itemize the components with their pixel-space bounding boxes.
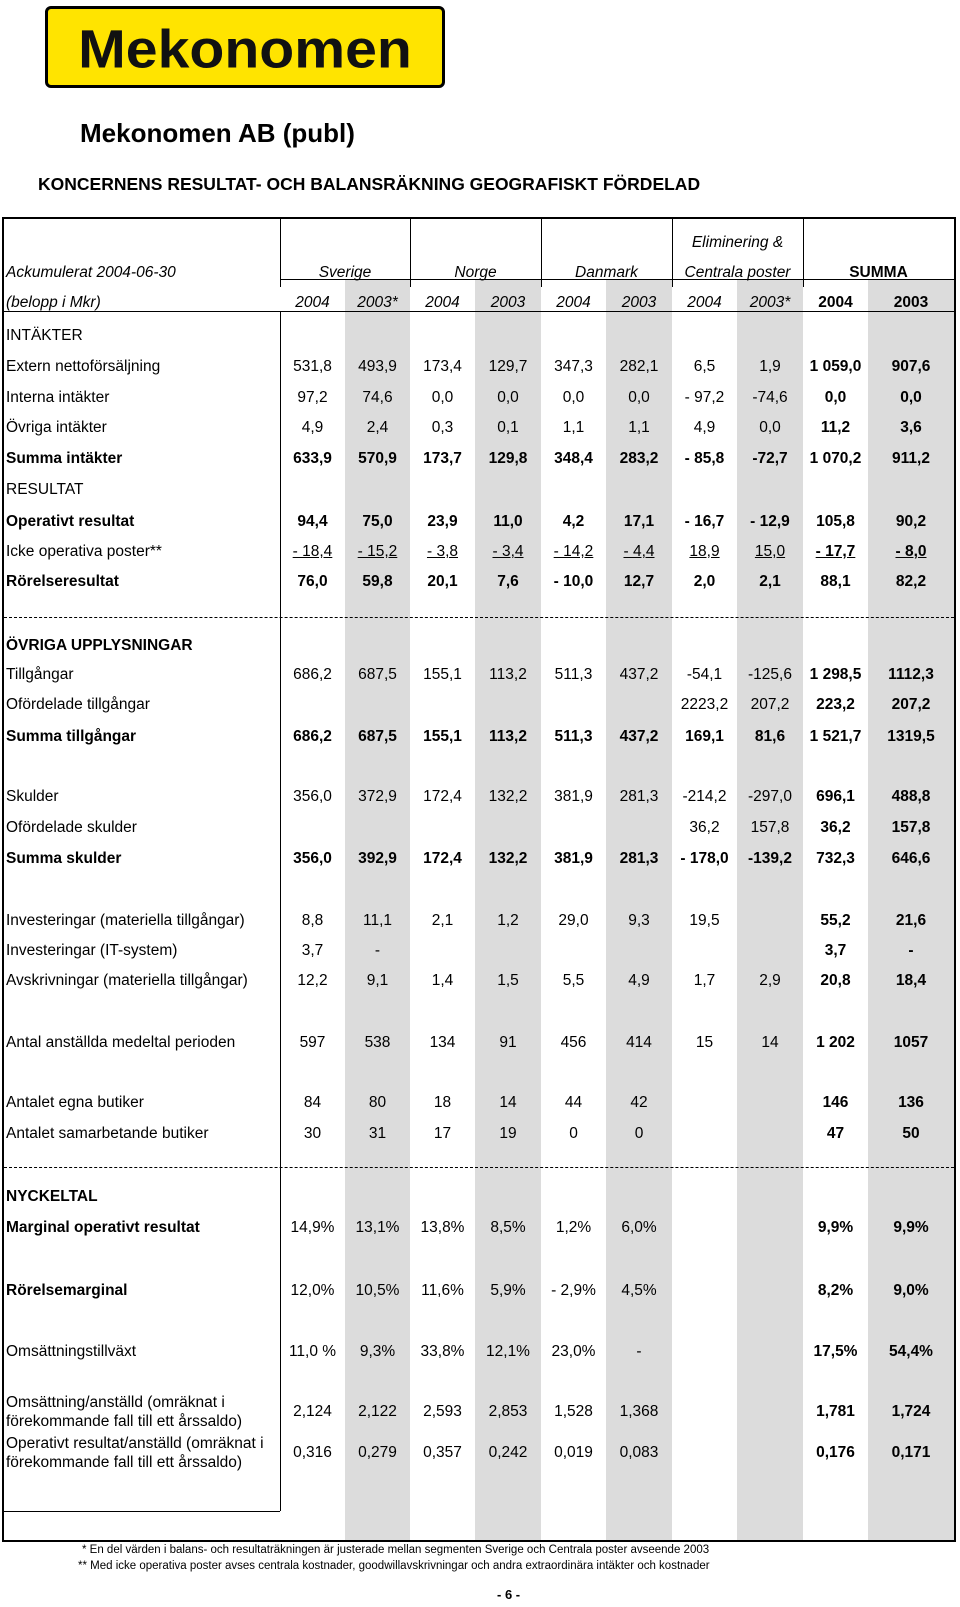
table-cell: 14	[499, 1094, 517, 1111]
table-cell: 20,1	[427, 573, 458, 590]
row-label: Summa tillgångar	[6, 728, 137, 745]
table-cell: 1,528	[554, 1403, 593, 1420]
table-cell: 5,9%	[490, 1282, 526, 1299]
row-label: Övriga intäkter	[6, 419, 107, 436]
table-cell: 11,0	[493, 513, 523, 530]
table-cell: 5,5	[562, 972, 585, 989]
table-cell: 129,8	[488, 450, 528, 467]
row-label: Investeringar (materiella tillgångar)	[6, 912, 245, 929]
table-cell: 282,1	[619, 358, 659, 375]
table-cell: 2,1	[759, 573, 781, 590]
table-cell: 2,1	[431, 912, 454, 929]
mekonomen-logo	[45, 6, 445, 88]
table-cell: 732,3	[816, 850, 855, 867]
table-cell: 686,2	[293, 728, 332, 745]
header-cell: 2003	[893, 294, 929, 311]
table-cell: 0,3	[431, 419, 454, 436]
table-cell: 9,1	[366, 972, 389, 989]
row-label: Operativt resultat	[6, 513, 135, 530]
table-cell: 1,781	[816, 1403, 855, 1420]
table-cell: 1,2	[497, 912, 519, 929]
header-cell: Danmark	[575, 264, 638, 281]
table-cell: 74,6	[362, 389, 393, 406]
table-cell: 172,4	[423, 850, 462, 867]
table-cell: 0,083	[619, 1444, 659, 1461]
footnote-2: ** Med icke operativa poster avses centrala kostnader, goodwillavskrivningar och andra extraordinära intäkter och kostnader	[78, 1560, 710, 1572]
table-cell: 686,2	[293, 666, 332, 683]
table-cell: 12,2	[297, 972, 328, 989]
table-cell: - 15,2	[357, 543, 398, 560]
table-cell: 9,0%	[893, 1282, 929, 1299]
row-label: Marginal operativt resultat	[6, 1219, 200, 1236]
table-cell: 687,5	[358, 666, 397, 683]
table-cell: 437,2	[619, 728, 659, 745]
table-cell: 23,0%	[551, 1343, 596, 1360]
table-cell: 3,6	[900, 419, 922, 436]
table-cell: 2,122	[358, 1403, 397, 1420]
table-cell: 0,0	[900, 389, 922, 406]
table-cell: 18,9	[689, 543, 720, 560]
table-cell: 646,6	[891, 850, 931, 867]
table-cell: 23,9	[427, 513, 458, 530]
table-cell: - 8,0	[895, 543, 927, 560]
table-cell: -214,2	[682, 788, 727, 805]
table-cell: 0,0	[759, 419, 781, 436]
table-cell: 155,1	[423, 666, 462, 683]
table-cell: -	[374, 942, 381, 959]
table-cell: 33,8%	[420, 1343, 465, 1360]
table-cell: 18	[433, 1094, 452, 1111]
table-cell: 1 521,7	[809, 728, 862, 745]
table-cell: 88,1	[820, 573, 851, 590]
table-cell: 381,9	[554, 850, 593, 867]
table-cell: 54,4%	[889, 1343, 933, 1360]
table-cell: 4,9	[301, 419, 324, 436]
row-label: Investeringar (IT-system)	[6, 942, 178, 959]
header-cell: 2004	[425, 294, 460, 311]
header-cell: Eliminering &	[691, 234, 784, 251]
table-cell: 911,2	[892, 450, 930, 467]
table-cell: 14	[761, 1034, 779, 1051]
table-cell: 356,0	[293, 788, 332, 805]
table-cell: 538	[364, 1034, 391, 1051]
table-cell: 1319,5	[887, 728, 935, 745]
table-cell: - 178,0	[680, 850, 729, 867]
table-cell: 9,9%	[817, 1219, 854, 1236]
table-cell: 12,0%	[290, 1282, 335, 1299]
table-cell: 1 298,5	[809, 666, 862, 683]
table-cell: 13,8%	[420, 1219, 465, 1236]
table-cell: 2,0	[693, 573, 716, 590]
table-cell: 1112,3	[888, 666, 934, 683]
table-cell: 1,368	[619, 1403, 659, 1420]
table-cell: 356,0	[293, 850, 332, 867]
table-cell: 155,1	[423, 728, 462, 745]
table-cell: 132,2	[488, 850, 528, 867]
table-cell: 105,8	[816, 513, 855, 530]
table-cell: 8,8	[301, 912, 324, 929]
table-cell: 511,3	[554, 728, 593, 745]
table-cell: 172,4	[423, 788, 462, 805]
table-cell: 42	[630, 1094, 648, 1111]
table-cell: 146	[822, 1094, 849, 1111]
table-cell: 493,9	[358, 358, 397, 375]
table-cell: - 85,8	[684, 450, 725, 467]
table-cell: 17	[433, 1125, 452, 1142]
row-label: Operativt resultat/anställd (omräknat i förekommande fall till ett årssaldo)	[6, 1435, 264, 1471]
table-cell: 0,176	[816, 1444, 855, 1461]
table-cell: 55,2	[820, 912, 851, 929]
table-cell: 113,2	[489, 666, 527, 683]
table-cell: 207,2	[891, 696, 931, 713]
table-cell: 511,3	[554, 666, 593, 683]
header-cell: 2004	[556, 294, 591, 311]
table-cell: 696,1	[816, 788, 855, 805]
table-cell: 348,4	[554, 450, 593, 467]
table-cell: 281,3	[619, 850, 659, 867]
table-cell: 392,9	[358, 850, 397, 867]
header-cell: 2004	[818, 294, 853, 311]
table-cell: 12,7	[623, 573, 655, 590]
table-cell: 21,6	[895, 912, 927, 929]
table-cell: 0,171	[891, 1444, 931, 1461]
table-cell: 113,2	[489, 728, 527, 745]
table-cell: 11,2	[820, 419, 851, 436]
table-cell: 157,8	[891, 819, 931, 836]
table-cell: -297,0	[748, 788, 792, 805]
table-cell: 9,3	[628, 912, 650, 929]
table-cell: 91	[499, 1034, 517, 1051]
table-cell: 414	[626, 1034, 652, 1051]
table-cell: -74,6	[752, 389, 788, 406]
row-label: Rörelsemarginal	[6, 1282, 128, 1299]
row-label: RESULTAT	[6, 481, 84, 498]
table-cell: 4,5%	[621, 1282, 657, 1299]
table-cell: 4,9	[628, 972, 650, 989]
table-cell: 907,6	[891, 358, 931, 375]
table-cell: 6,0%	[621, 1219, 657, 1236]
table-cell: 59,8	[362, 573, 393, 590]
table-cell: 347,3	[554, 358, 593, 375]
table-cell: 633,9	[293, 450, 332, 467]
table-cell: 0	[634, 1125, 644, 1142]
row-label: NYCKELTAL	[6, 1188, 98, 1205]
table-cell: 14,9%	[290, 1219, 335, 1236]
table-cell: 44	[564, 1094, 583, 1111]
table-cell: - 18,4	[292, 543, 333, 560]
table-cell: 82,2	[895, 573, 927, 590]
table-cell: 0,0	[431, 389, 454, 406]
table-cell: 372,9	[358, 788, 397, 805]
table-cell: 2,4	[366, 419, 389, 436]
table-cell: 50	[902, 1125, 920, 1142]
table-cell: 1 070,2	[809, 450, 862, 467]
table-cell: 0,357	[423, 1444, 462, 1461]
table-cell: 2,853	[488, 1403, 528, 1420]
table-cell: 129,7	[488, 358, 528, 375]
section-separator	[4, 617, 954, 618]
table-cell: 488,8	[891, 788, 931, 805]
row-label: Ofördelade skulder	[6, 819, 137, 836]
table-cell: 15	[695, 1034, 714, 1051]
header-cell: Norge	[454, 264, 497, 281]
table-cell: 3,7	[824, 942, 847, 959]
table-cell: - 4,4	[623, 543, 655, 560]
row-label: Tillgångar	[6, 666, 74, 683]
table-cell: 570,9	[358, 450, 397, 467]
table-cell: 9,3%	[359, 1343, 396, 1360]
header-cell: Centrala poster	[684, 264, 791, 281]
table-cell: 4,9	[693, 419, 716, 436]
table-cell: 0,019	[554, 1444, 593, 1461]
header-cell: 2003*	[749, 294, 791, 311]
page-title: Mekonomen AB (publ)	[80, 118, 355, 148]
table-cell: 1,2%	[555, 1219, 592, 1236]
header-cell: Sverige	[318, 264, 372, 281]
row-label: Extern nettoförsäljning	[6, 358, 161, 375]
table-cell: 0,0	[824, 389, 847, 406]
table-cell: 30	[303, 1125, 322, 1142]
row-label: Interna intäkter	[6, 389, 110, 406]
table-cell: 19,5	[689, 912, 720, 929]
table-cell: 29,0	[558, 912, 589, 929]
row-label: Antalet egna butiker	[6, 1094, 144, 1111]
table-cell: 3,7	[301, 942, 324, 959]
table-cell: 36,2	[820, 819, 851, 836]
table-cell: 0,0	[628, 389, 650, 406]
table-cell: 76,0	[297, 573, 328, 590]
table-cell: 13,1%	[355, 1219, 400, 1236]
header-cell: 2004	[687, 294, 722, 311]
table-cell: 31	[368, 1125, 387, 1142]
table-cell: 169,1	[685, 728, 724, 745]
table-cell: 687,5	[358, 728, 397, 745]
table-cell: 47	[826, 1125, 845, 1142]
table-cell: 0,242	[488, 1444, 528, 1461]
table-cell: 134	[429, 1034, 456, 1051]
table-cell: - 3,4	[492, 543, 524, 560]
table-cell: 0,279	[358, 1444, 397, 1461]
table-cell: 157,8	[750, 819, 790, 836]
table-cell: 531,8	[293, 358, 332, 375]
table-cell: 1,7	[693, 972, 716, 989]
table-cell: - 3,8	[426, 543, 458, 560]
row-label: Omsättning/anställd (omräknat i förekommande fall till ett årssaldo)	[6, 1394, 243, 1430]
table-cell: 97,2	[297, 389, 328, 406]
table-cell: -	[636, 1343, 642, 1360]
table-cell: 2223,2	[680, 696, 729, 713]
table-cell: 9,9%	[893, 1219, 929, 1236]
table-cell: 7,6	[497, 573, 519, 590]
logo-text: Mekonomen	[78, 19, 412, 80]
table-cell: 4,2	[562, 513, 585, 530]
row-label: Icke operativa poster**	[6, 543, 162, 560]
table-cell: 0,0	[497, 389, 519, 406]
table-cell: 8,5%	[490, 1219, 526, 1236]
table-cell: -139,2	[748, 850, 792, 867]
table-cell: - 17,7	[815, 543, 856, 560]
table-cell: 1 202	[816, 1034, 855, 1051]
table-cell: -72,7	[752, 450, 788, 467]
table-cell: 173,7	[423, 450, 462, 467]
table-cell: 11,0 %	[288, 1343, 337, 1360]
table-cell: 1,724	[891, 1403, 931, 1420]
section-separator	[4, 1167, 954, 1168]
table-cell: 80	[368, 1094, 387, 1111]
label-column-divider	[280, 311, 281, 1511]
table-cell: 2,124	[293, 1403, 332, 1420]
table-cell: 36,2	[689, 819, 720, 836]
table-cell: 1 059,0	[809, 358, 862, 375]
row-label: Skulder	[6, 788, 59, 805]
footnote-1: * En del värden i balans- och resultaträkningen är justerade mellan segmenten Sverige och Centrala poster avseende 2003	[82, 1544, 710, 1556]
table-cell: 437,2	[619, 666, 659, 683]
table-cell: 0,0	[562, 389, 585, 406]
row-label: Antal anställda medeltal perioden	[6, 1034, 236, 1051]
table-cell: -	[908, 942, 914, 959]
table-cell: 12,1%	[486, 1343, 530, 1360]
header-cell: 2003	[490, 294, 526, 311]
table-cell: 8,2%	[817, 1282, 854, 1299]
table-cell: 1,5	[497, 972, 519, 989]
table-cell: 1,1	[562, 419, 585, 436]
table-cell: 11,6%	[421, 1282, 464, 1299]
table-cell: 2,9	[759, 972, 781, 989]
row-label: Ofördelade tillgångar	[6, 696, 150, 713]
table-cell: 132,2	[488, 788, 528, 805]
table-cell: 1,4	[431, 972, 454, 989]
table-cell: 0,1	[497, 419, 519, 436]
table-cell: 1057	[893, 1034, 929, 1051]
table-cell: 456	[560, 1034, 587, 1051]
page-number: - 6 -	[497, 1587, 521, 1602]
table-cell: 6,5	[693, 358, 716, 375]
row-label: INTÄKTER	[6, 327, 83, 344]
table-cell: 0,316	[293, 1444, 332, 1461]
table-cell: 19	[499, 1125, 517, 1142]
table-cell: 136	[898, 1094, 924, 1111]
table-cell: 11,1	[362, 912, 393, 929]
table-cell: 10,5%	[355, 1282, 400, 1299]
header-cell: Ackumulerat 2004-06-30	[6, 264, 176, 281]
table-cell: - 2,9%	[551, 1282, 596, 1299]
row-label: Omsättningstillväxt	[6, 1343, 137, 1360]
row-label: Summa intäkter	[6, 450, 123, 467]
table-cell: 18,4	[895, 972, 927, 989]
financial-table	[2, 217, 956, 1542]
row-label: ÖVRIGA UPPLYSNINGAR	[6, 637, 193, 654]
table-cell: -54,1	[686, 666, 723, 683]
table-cell: 75,0	[362, 513, 393, 530]
table-cell: 597	[299, 1034, 326, 1051]
logo-wordmark	[48, 9, 442, 85]
table-cell: 1,9	[759, 358, 781, 375]
table-cell: - 16,7	[684, 513, 725, 530]
table-cell: 1,1	[628, 419, 650, 436]
table-cell: - 97,2	[684, 389, 725, 406]
table-cell: 281,3	[619, 788, 659, 805]
row-label: Summa skulder	[6, 850, 122, 867]
row-label: Antalet samarbetande butiker	[6, 1125, 209, 1142]
table-cell: - 14,2	[553, 543, 594, 560]
table-cell: 381,9	[554, 788, 593, 805]
bottom-rule	[4, 1511, 280, 1512]
table-cell: 84	[303, 1094, 322, 1111]
header-cell: 2003	[621, 294, 657, 311]
table-cell: - 10,0	[553, 573, 594, 590]
header-cell: 2003*	[357, 294, 398, 311]
table-cell: 81,6	[754, 728, 786, 745]
table-cell: 90,2	[895, 513, 927, 530]
row-label: Avskrivningar (materiella tillgångar)	[6, 972, 248, 989]
header-cell: SUMMA	[849, 264, 908, 281]
table-cell: 283,2	[619, 450, 659, 467]
row-label: Rörelseresultat	[6, 573, 119, 590]
table-cell: 15,0	[754, 543, 786, 560]
header-cell: (belopp i Mkr)	[6, 294, 101, 311]
table-cell: 2,593	[423, 1403, 462, 1420]
table-cell: 20,8	[820, 972, 851, 989]
header-cell: 2004	[295, 294, 330, 311]
table-cell: 173,4	[423, 358, 462, 375]
table-cell: 223,2	[816, 696, 855, 713]
table-cell: 0	[569, 1125, 578, 1142]
table-cell: 94,4	[297, 513, 328, 530]
table-cell: 207,2	[750, 696, 790, 713]
table-cell: - 12,9	[750, 513, 790, 530]
page-subtitle: KONCERNENS RESULTAT- OCH BALANSRÄKNING GEOGRAFISKT FÖRDELAD	[38, 174, 701, 194]
table-cell: -125,6	[748, 666, 792, 683]
column-shade	[737, 279, 803, 1540]
table-cell: 17,5%	[813, 1343, 858, 1360]
table-cell: 17,1	[623, 513, 655, 530]
